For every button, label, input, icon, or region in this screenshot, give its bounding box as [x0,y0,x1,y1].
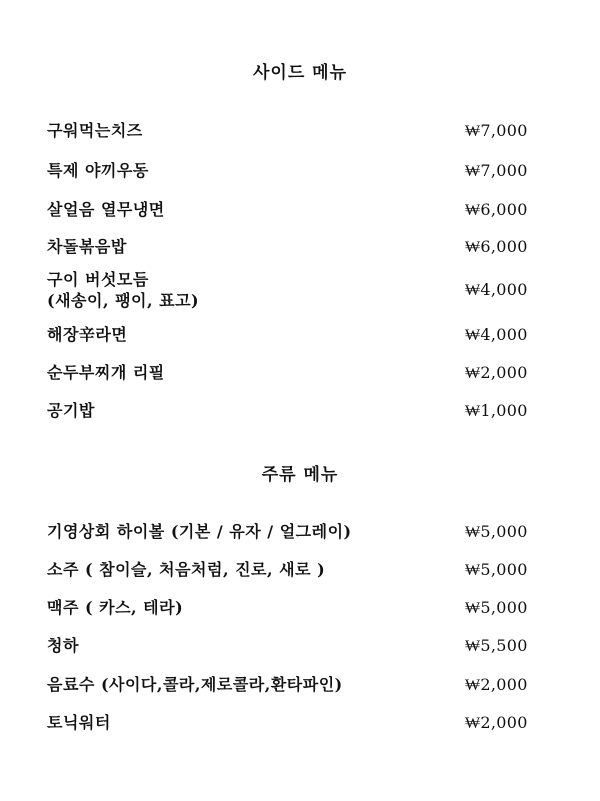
menu-item-name: 해장辛라면 [47,325,128,344]
menu-item-price: ₩6,000 [465,236,528,256]
menu-item-price: ₩5,000 [465,597,528,617]
menu-item-name: 맥주 ( 카스, 테라) [47,598,184,617]
menu-item-name: 구워먹는치즈 [47,121,143,140]
menu-item [47,199,537,220]
menu-item-price: ₩7,000 [465,120,528,140]
menu-item-price: ₩6,000 [465,199,528,219]
side-menu-title: 사이드 메뉴 [252,63,348,83]
menu-item [47,635,537,656]
menu-item [47,362,537,383]
menu-item-price: ₩2,000 [465,674,528,694]
menu-item-price: ₩7,000 [465,160,528,180]
menu-item-price: ₩2,000 [465,362,528,382]
menu-item [47,712,537,733]
drinks-menu-title: 주류 메뉴 [261,465,339,485]
menu-item [47,674,537,695]
menu-item [47,400,537,421]
menu-item-name: 소주 ( 참이슬, 처음처럼, 진로, 새로 ) [47,560,326,579]
menu-item-name: 살얼음 열무냉면 [47,200,165,219]
menu-item-name: 공기밥 [47,401,95,420]
menu-item-price: ₩2,000 [465,712,528,732]
menu-item-price: ₩5,000 [465,521,528,541]
menu-item-price: ₩4,000 [465,280,528,299]
menu-item-price: ₩5,500 [465,635,528,655]
menu-item-name: 차돌볶음밥 [47,237,127,256]
menu-item-name: 기영상회 하이볼 (기본 / 유자 / 얼그레이) [47,522,352,541]
menu-item [47,160,537,181]
menu-item-name: 순두부찌개 리필 [47,363,165,382]
menu-item [47,120,537,141]
menu-item [47,324,537,345]
menu-item-name: 청하 [47,636,79,655]
menu-item [47,597,537,618]
menu-item-name: 특제 야끼우동 [47,161,149,180]
menu-item-price: ₩1,000 [465,400,528,420]
menu-item-name: 음료수 (사이다,콜라,제로콜라,환타파인) [47,675,343,694]
menu-item-name: 토닉워터 [47,713,111,732]
menu-item [47,521,537,542]
menu-item-price: ₩4,000 [465,324,528,344]
menu-item [47,236,537,257]
menu-item-name: 구이 버섯모듬 (새송이, 팽이, 표고) [47,270,200,310]
menu-item-price: ₩5,000 [465,559,528,579]
menu-item [47,268,537,312]
menu-item [47,559,537,580]
